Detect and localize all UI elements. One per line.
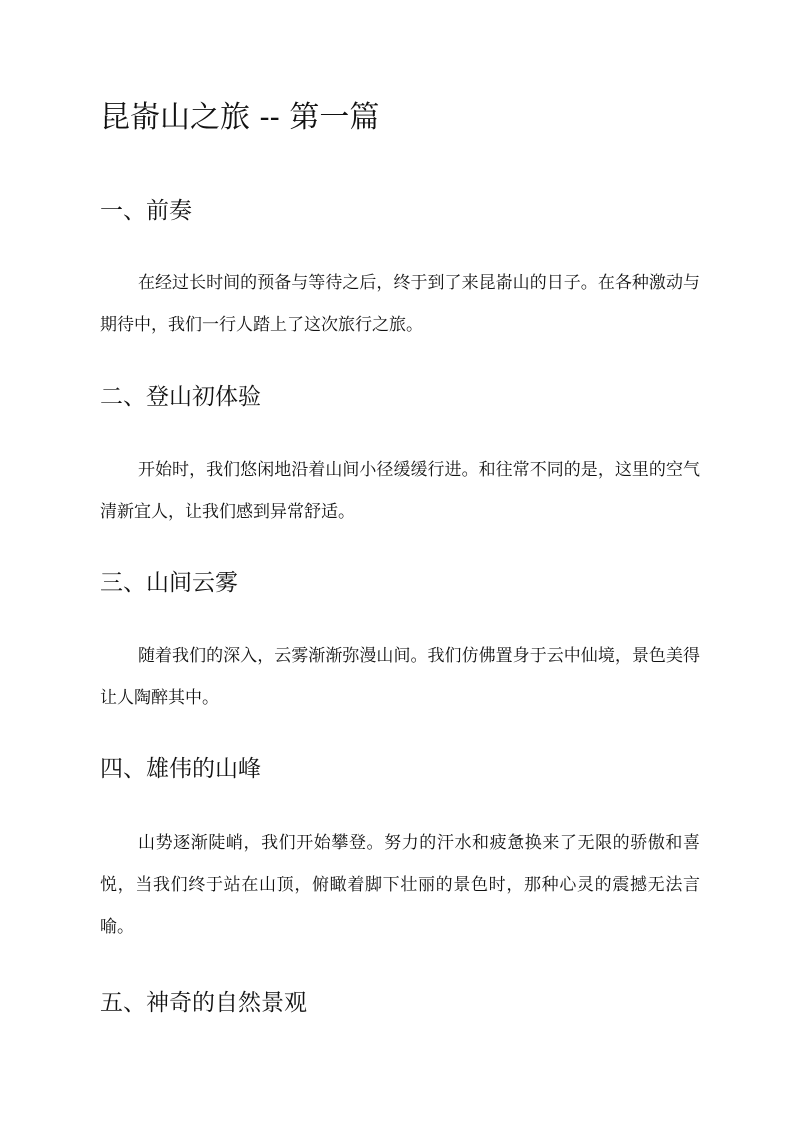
- section-paragraph-prelude: 在经过长时间的预备与等待之后，终于到了来昆嵛山的日子。在各种激动与期待中，我们一行人踏上了这次旅行之旅。: [100, 273, 700, 335]
- section-heading-natural-wonders: 五、神奇的自然景观: [100, 990, 307, 1016]
- section-heading-prelude: 一、前奏: [100, 198, 192, 224]
- section-heading-first-climb: 二、登山初体验: [100, 384, 261, 410]
- section-heading-mountain-mist: 三、山间云雾: [100, 570, 238, 596]
- document-page: [100, 0, 700, 1131]
- section-paragraph-majestic-peak: 山势逐渐陡峭，我们开始攀登。努力的汗水和疲惫换来了无限的骄傲和喜悦，当我们终于站在山顶，俯瞰着脚下壮丽的景色时，那种心灵的震撼无法言喻。: [100, 833, 700, 937]
- document-title: 昆嵛山之旅 -- 第一篇: [100, 100, 380, 135]
- section-paragraph-first-climb: 开始时，我们悠闲地沿着山间小径缓缓行进。和往常不同的是，这里的空气清新宜人，让我们感到异常舒适。: [100, 460, 700, 522]
- section-heading-majestic-peak: 四、雄伟的山峰: [100, 756, 261, 782]
- section-paragraph-mountain-mist: 随着我们的深入，云雾渐渐弥漫山间。我们仿佛置身于云中仙境，景色美得让人陶醉其中。: [100, 646, 700, 708]
